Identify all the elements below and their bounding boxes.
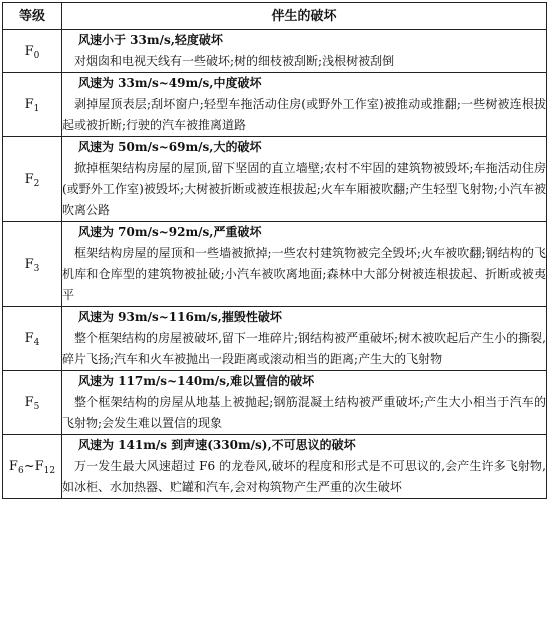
grade-letter: F (24, 395, 34, 410)
wind-speed-line: 风速为 50m/s~69m/s,大的破坏 (78, 140, 262, 154)
damage-detail: 整个框架结构的房屋从地基上被抛起;钢筋混凝土结构被严重破坏;产生大小相当于汽车的飞射物;会发生难以置信的现象 (62, 395, 546, 430)
grade-letter: F (24, 97, 34, 112)
wind-speed-line: 风速为 141m/s 到声速(330m/s),不可思议的破坏 (78, 438, 356, 452)
damage-cell (62, 222, 547, 307)
damage-cell (62, 137, 547, 222)
grade-letter: F (24, 331, 34, 346)
grade-cell (3, 371, 62, 435)
damage-detail: 框架结构房屋的屋顶和一些墙被掀掉;一些农村建筑物被完全毁坏;火车被吹翻;钢结构的飞机库和仓库型的建筑物被扯破;小汽车被吹离地面;森林中大部分树被连根拔起、折断或被夷平 (62, 246, 546, 302)
grade-letter-upper: F (34, 459, 44, 474)
damage-cell (62, 30, 547, 73)
wind-speed-line: 风速为 93m/s~116m/s,摧毁性破坏 (78, 310, 282, 324)
wind-speed-line: 风速为 70m/s~92m/s,严重破坏 (78, 225, 262, 239)
grade-cell (3, 222, 62, 307)
grade-subscript: 3 (33, 263, 40, 274)
table-row (3, 435, 547, 499)
table-row (3, 307, 547, 371)
grade-letter: F (24, 43, 34, 59)
grade-letter: F (24, 256, 34, 272)
table-header-row (3, 3, 547, 30)
damage-cell (62, 307, 547, 371)
damage-cell (62, 435, 547, 499)
fujita-scale-table (2, 2, 547, 499)
grade-subscript: 5 (33, 402, 40, 412)
damage-column-header: 伴生的破坏 (62, 3, 547, 30)
grade-subscript: 4 (33, 338, 40, 348)
table-row (3, 137, 547, 222)
damage-detail: 对烟囱和电视天线有一些破坏;树的细枝被刮断;浅根树被刮倒 (74, 54, 395, 68)
grade-subscript: 2 (33, 178, 40, 189)
table-row (3, 371, 547, 435)
damage-detail: 掀掉框架结构房屋的屋顶,留下坚固的直立墙壁;农村不牢固的建筑物被毁坏;车拖活动住房(或野外工作室)被毁坏;大树被折断或被连根拔起;火车车厢被吹翻;产生轻型飞射物;小汽车被吹离公路 (62, 161, 546, 217)
grade-subscript: 0 (33, 50, 40, 61)
wind-speed-line: 风速小于 33m/s,轻度破坏 (78, 33, 223, 47)
grade-letter: F (8, 459, 18, 474)
grade-cell (3, 435, 62, 499)
grade-cell (3, 137, 62, 222)
table-row (3, 30, 547, 73)
table-row (3, 222, 547, 307)
damage-detail: 万一发生最大风速超过 F6 的龙卷风,破坏的程度和形式是不可思议的,会产生许多飞射物,如冰柜、水加热器、贮罐和汽车,会对构筑物产生严重的次生破坏 (62, 459, 546, 494)
grade-cell (3, 307, 62, 371)
grade-subscript-upper: 12 (43, 466, 56, 476)
damage-detail: 剥掉屋顶表层;刮坏窗户;轻型车拖活动住房(或野外工作室)被推动或推翻;一些树被连根拔起或被折断;行驶的汽车被推离道路 (62, 97, 546, 132)
grade-column-header: 等级 (3, 3, 62, 30)
wind-speed-line: 风速为 33m/s~49m/s,中度破坏 (78, 76, 262, 90)
damage-cell (62, 371, 547, 435)
grade-subscript: 6 (17, 466, 24, 476)
damage-detail: 整个框架结构的房屋被破坏,留下一堆碎片;钢结构被严重破坏;树木被吹起后产生小的撕裂,碎片飞扬;汽车和火车被抛出一段距离或滚动相当的距离;产生大的飞射物 (62, 331, 546, 366)
grade-letter: F (24, 171, 34, 187)
table-row (3, 73, 547, 137)
grade-range-separator: ~ (23, 459, 35, 474)
damage-cell (62, 73, 547, 137)
grade-cell (3, 73, 62, 137)
grade-subscript: 1 (33, 104, 40, 114)
wind-speed-line: 风速为 117m/s~140m/s,难以置信的破坏 (78, 374, 315, 388)
grade-cell (3, 30, 62, 73)
